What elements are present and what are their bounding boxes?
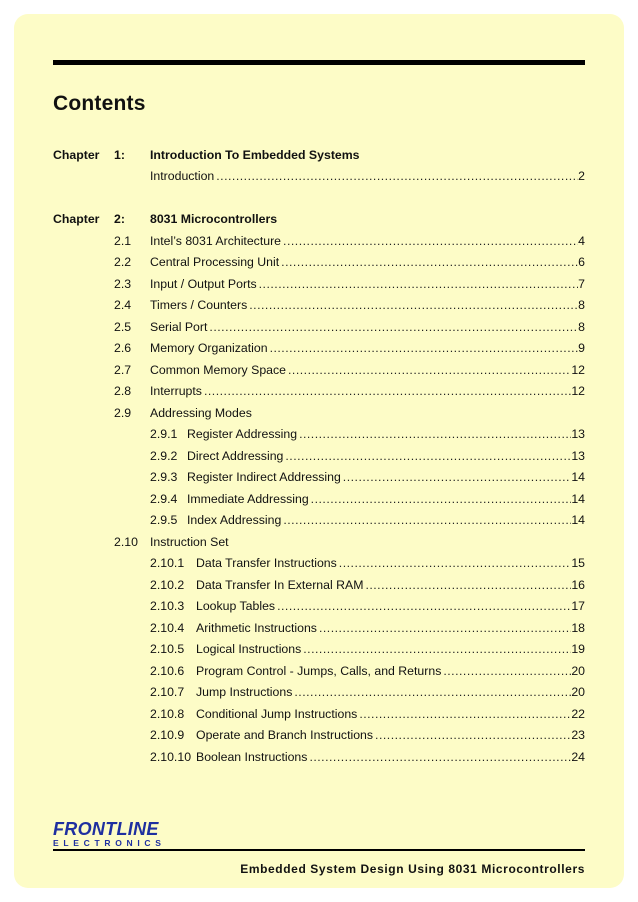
toc-entry[interactable] <box>53 233 585 249</box>
toc-entry[interactable] <box>53 383 585 399</box>
dot-leader <box>247 297 578 313</box>
dot-leader <box>337 555 572 571</box>
dot-leader <box>301 641 571 657</box>
toc-entry[interactable] <box>53 426 585 442</box>
toc-entry-label: Index Addressing <box>187 513 282 527</box>
toc-entry[interactable] <box>53 684 585 700</box>
toc-page-number: 16 <box>571 578 585 592</box>
section-number: 2.10.8 <box>150 707 185 721</box>
toc-entry-label: Jump Instructions <box>196 685 293 699</box>
chapter-number: 2: <box>114 212 125 226</box>
section-number: 2.4 <box>114 298 132 312</box>
dot-leader <box>257 276 579 292</box>
section-number: 2.9.4 <box>150 492 178 506</box>
toc-page-number: 22 <box>571 707 585 721</box>
toc-entry-label: Instruction Set <box>150 535 229 549</box>
dot-leader <box>207 319 578 335</box>
toc-entry[interactable] <box>53 641 585 657</box>
toc-page-number: 19 <box>571 642 585 656</box>
section-number: 2.2 <box>114 255 132 269</box>
toc-entry[interactable] <box>53 297 585 313</box>
toc-entry[interactable] <box>53 534 585 550</box>
toc-page-number: 13 <box>571 449 585 463</box>
toc-entry-label: Logical Instructions <box>196 642 302 656</box>
section-number: 2.9.3 <box>150 470 178 484</box>
toc-page-number: 12 <box>571 363 585 377</box>
chapter-2-row <box>53 211 585 227</box>
toc-page-number: 7 <box>578 277 585 291</box>
toc-entry[interactable] <box>53 706 585 722</box>
toc-page-number: 2 <box>578 169 585 183</box>
toc-entry-label: Register Indirect Addressing <box>187 470 341 484</box>
toc-entry-label: Register Addressing <box>187 427 298 441</box>
toc-page-number: 23 <box>571 728 585 742</box>
section-number: 2.10.9 <box>150 728 185 742</box>
dot-leader <box>281 512 571 528</box>
section-number: 2.8 <box>114 384 132 398</box>
toc-page-number: 12 <box>571 384 585 398</box>
toc-entry-label: Memory Organization <box>150 341 268 355</box>
toc-entry[interactable] <box>53 319 585 335</box>
dot-leader <box>268 340 579 356</box>
toc-page-number: 8 <box>578 320 585 334</box>
toc-entry-label: Introduction <box>150 169 215 183</box>
toc-entry[interactable] <box>53 577 585 593</box>
section-number: 2.10.4 <box>150 621 185 635</box>
section-number: 2.9.1 <box>150 427 178 441</box>
toc-entry[interactable] <box>53 663 585 679</box>
toc-entry-label: Immediate Addressing <box>187 492 309 506</box>
chapter-1-row <box>53 147 585 163</box>
chapter-number: 1: <box>114 148 125 162</box>
toc-entry-label: Timers / Counters <box>150 298 248 312</box>
toc-entry-label: Data Transfer Instructions <box>196 556 337 570</box>
toc-entry[interactable] <box>53 254 585 270</box>
section-number: 2.10.10 <box>150 750 192 764</box>
dot-leader <box>441 663 571 679</box>
section-number: 2.5 <box>114 320 132 334</box>
toc-entry[interactable] <box>53 491 585 507</box>
section-number: 2.10.7 <box>150 685 185 699</box>
dot-leader <box>363 577 571 593</box>
toc-entry[interactable] <box>53 448 585 464</box>
section-number: 2.9 <box>114 406 132 420</box>
toc-entry-label: Program Control - Jumps, Calls, and Returns <box>196 664 442 678</box>
toc-entry-label: Intel’s 8031 Architecture <box>150 234 282 248</box>
frontline-logo <box>53 820 166 848</box>
toc-page-number: 14 <box>571 513 585 527</box>
dot-leader <box>307 749 571 765</box>
logo-subtitle: ELECTRONICS <box>53 838 166 848</box>
toc-entry[interactable] <box>53 555 585 571</box>
toc-entry-label: Data Transfer In External RAM <box>196 578 364 592</box>
toc-page-number: 14 <box>571 492 585 506</box>
page-title: Contents <box>53 92 146 115</box>
dot-leader <box>275 598 571 614</box>
toc-entry-label: Conditional Jump Instructions <box>196 707 358 721</box>
dot-leader <box>341 469 572 485</box>
toc-page-number: 13 <box>571 427 585 441</box>
section-number: 2.10.6 <box>150 664 185 678</box>
toc-entry-label: Arithmetic Instructions <box>196 621 317 635</box>
section-number: 2.10.2 <box>150 578 185 592</box>
toc-page-number: 20 <box>571 685 585 699</box>
toc-page-number: 6 <box>578 255 585 269</box>
toc-entry-label: Operate and Branch Instructions <box>196 728 374 742</box>
running-footer: Embedded System Design Using 8031 Microcontrollers <box>240 862 585 876</box>
toc-page-number: 18 <box>571 621 585 635</box>
toc-page-number: 17 <box>571 599 585 613</box>
dot-leader <box>214 168 578 184</box>
dot-leader <box>317 620 571 636</box>
dot-leader <box>279 254 578 270</box>
section-number: 2.10.5 <box>150 642 185 656</box>
section-number: 2.10 <box>114 535 138 549</box>
chapter-heading: Introduction To Embedded Systems <box>150 148 360 162</box>
toc-entry-label: Addressing Modes <box>150 406 252 420</box>
toc-entry[interactable] <box>53 749 585 765</box>
toc-entry[interactable] <box>53 340 585 356</box>
top-rule <box>53 60 585 65</box>
chapter-heading: 8031 Microcontrollers <box>150 212 278 226</box>
toc-entry-label: Common Memory Space <box>150 363 286 377</box>
chapter-label: Chapter <box>53 212 100 226</box>
toc-entry-label: Central Processing Unit <box>150 255 280 269</box>
toc-entry-label: Direct Addressing <box>187 449 284 463</box>
toc-entry[interactable] <box>53 727 585 743</box>
dot-leader <box>202 383 571 399</box>
toc-entry-label: Serial Port <box>150 320 208 334</box>
toc-entry-label: Boolean Instructions <box>196 750 308 764</box>
section-number: 2.9.2 <box>150 449 178 463</box>
dot-leader <box>283 448 571 464</box>
dot-leader <box>357 706 571 722</box>
toc-page-number: 4 <box>578 234 585 248</box>
toc-entry[interactable] <box>53 469 585 485</box>
dot-leader <box>292 684 571 700</box>
section-number: 2.7 <box>114 363 132 377</box>
dot-leader <box>309 491 572 507</box>
toc-entry[interactable] <box>53 276 585 292</box>
section-number: 2.6 <box>114 341 132 355</box>
bottom-rule <box>53 849 585 851</box>
toc-page-number: 15 <box>571 556 585 570</box>
section-number: 2.3 <box>114 277 132 291</box>
toc-entry[interactable] <box>53 362 585 378</box>
toc-page-number: 9 <box>578 341 585 355</box>
toc-entry[interactable] <box>53 168 585 184</box>
dot-leader <box>286 362 571 378</box>
dot-leader <box>281 233 578 249</box>
toc-entry-label: Lookup Tables <box>196 599 276 613</box>
section-number: 2.10.3 <box>150 599 185 613</box>
chapter-label: Chapter <box>53 148 100 162</box>
toc-entry-label: Input / Output Ports <box>150 277 257 291</box>
toc-page-number: 14 <box>571 470 585 484</box>
dot-leader <box>297 426 571 442</box>
section-number: 2.9.5 <box>150 513 178 527</box>
toc-entry[interactable] <box>53 405 585 421</box>
dot-leader <box>373 727 571 743</box>
toc-entry[interactable] <box>53 620 585 636</box>
toc-page-number: 24 <box>571 750 585 764</box>
logo-wordmark: FRONTLINE <box>53 819 159 839</box>
toc-page-number: 8 <box>578 298 585 312</box>
toc-page-number: 20 <box>571 664 585 678</box>
section-number: 2.10.1 <box>150 556 185 570</box>
toc-entry[interactable] <box>53 598 585 614</box>
toc-entry[interactable] <box>53 512 585 528</box>
section-number: 2.1 <box>114 234 132 248</box>
toc-entry-label: Interrupts <box>150 384 202 398</box>
